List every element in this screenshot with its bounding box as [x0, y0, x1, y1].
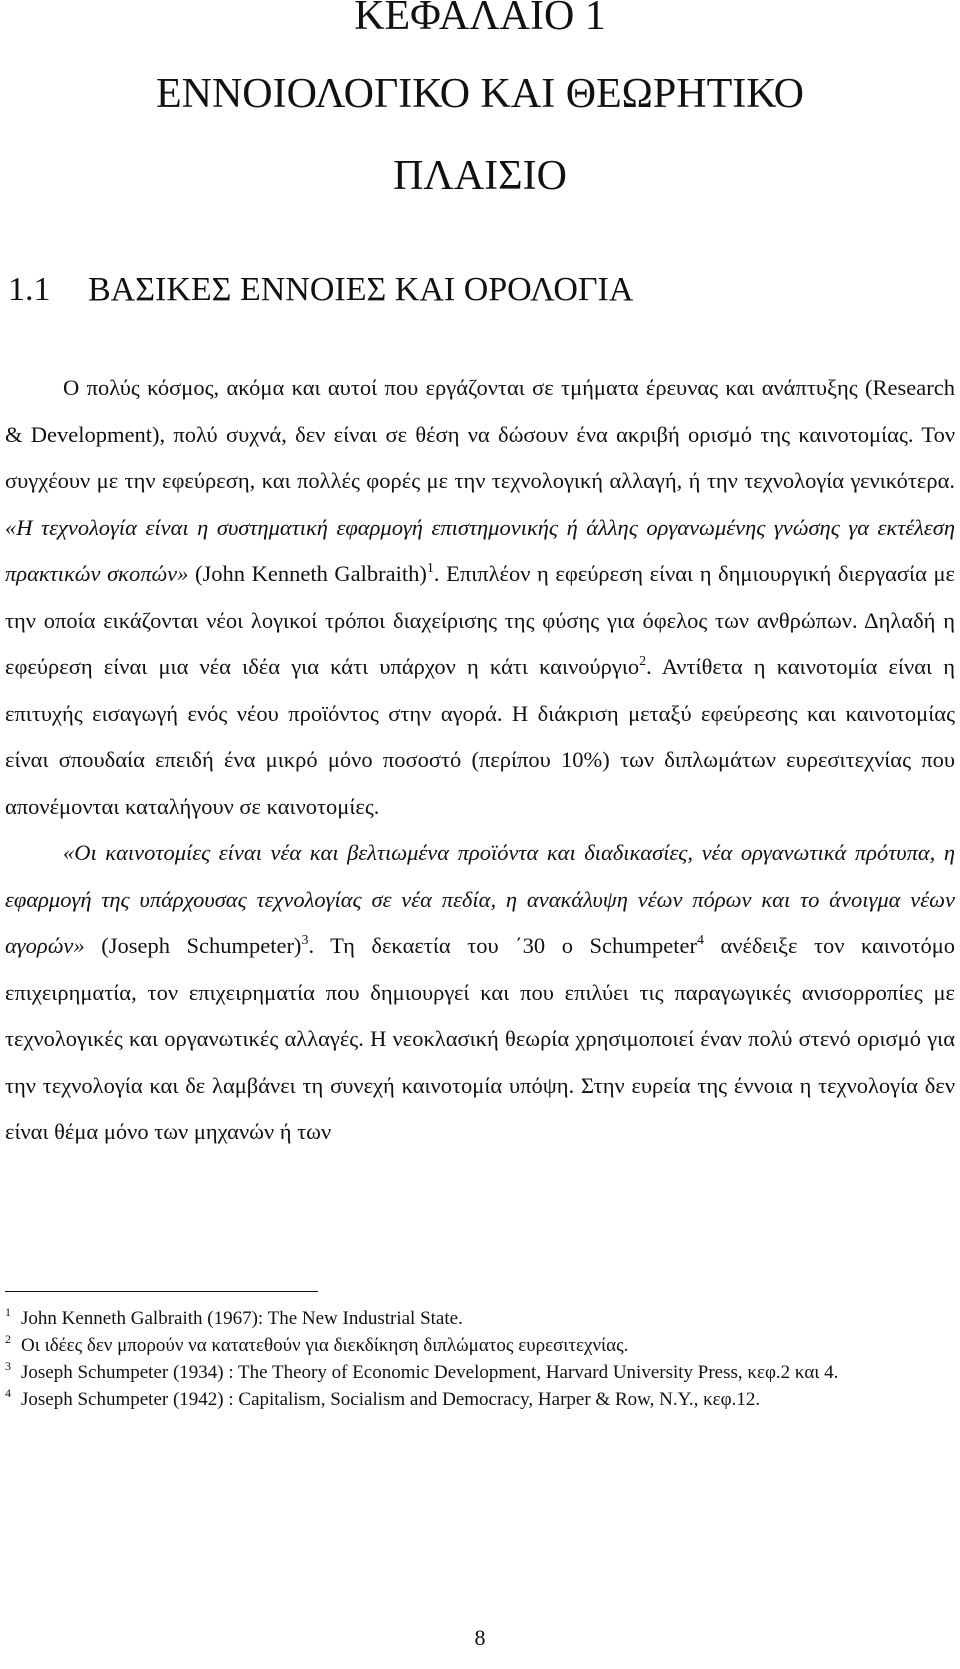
- footnote-3: [5, 1359, 955, 1386]
- footnotes: [5, 1305, 955, 1413]
- footnote-ref-3[interactable]: 3: [301, 933, 309, 948]
- footnote-marker: 2: [5, 1332, 11, 1346]
- footnote-marker: 4: [5, 1386, 11, 1400]
- section-heading: [8, 270, 633, 310]
- chapter-label: ΚΕΦΑΛΑΙΟ 1: [354, 0, 606, 39]
- footnote-ref-4[interactable]: 4: [696, 933, 704, 948]
- galbraith-quote: «Η τεχνολογία είναι η συστηματική εφαρμογή επιστημονικής ή άλλης οργανωμένης γνώσης γα εκτέλεση πρακτικών σκοπών»: [5, 514, 955, 586]
- schumpeter-quote: «Οι καινοτομίες είναι νέα και βελτιωμένα προϊόντα και διαδικασίες, νέα οργανωτικά πρότυπα, η εφαρμογή της υπάρχουσας τεχνολογίας σε νέα πεδία, η ανακάλυψη νέων πόρων και το άνοιγμα νέων αγορών»: [5, 840, 955, 958]
- footnote-marker: 1: [5, 1305, 11, 1319]
- footnote-text: John Kenneth Galbraith (1967): The New Industrial State.: [21, 1308, 463, 1329]
- chapter-title-line-2: ΠΛΑΙΣΙΟ: [393, 153, 567, 199]
- footnote-4: [5, 1386, 955, 1413]
- paragraph-1: [5, 365, 955, 830]
- footnote-text: Joseph Schumpeter (1934) : The Theory of Economic Development, Harvard University Press, κεφ.2 και 4.: [21, 1362, 839, 1383]
- footnote-ref-2[interactable]: 2: [639, 654, 647, 669]
- section-title: ΒΑΣΙΚΕΣ ΕΝΝΟΙΕΣ ΚΑΙ ΟΡΟΛΟΓΙΑ: [88, 271, 634, 308]
- paragraph-2-text: . Τη δεκαετία του ΄30 ο Schumpeter: [308, 933, 697, 958]
- paragraph-1-text: Ο πολύς κόσμος, ακόμα και αυτοί που εργάζονται σε τμήματα έρευνας και ανάπτυξης (Research & Development), πολύ συχνά, δεν είναι σε θέση να δώσουν ένα ακριβή ορισμό της καινοτομίας. Τον συγχέουν με την εφεύρεση, και πολλές φορές με την τεχνολογική αλλαγή, ή την τεχνολογία γενικότερα.: [5, 375, 955, 493]
- paragraph-2: [5, 830, 955, 1156]
- chapter-title-line-1: ΕΝΝΟΙΟΛΟΓΙΚΟ ΚΑΙ ΘΕΩΡΗΤΙΚΟ: [155, 71, 804, 117]
- footnote-separator: [5, 1291, 318, 1292]
- footnote-marker: 3: [5, 1359, 11, 1373]
- schumpeter-citation: (Joseph Schumpeter): [84, 933, 302, 958]
- paragraph-1-text-2: . Επιπλέον η εφεύρεση είναι η δημιουργική διεργασία με την οποία εικάζονται νέοι λογικοί τρόποι διαχείρισης της φύσης για όφελος των ανθρώπων. Δηλαδή η εφεύρεση είναι μια νέα ιδέα για κάτι υπάρχον η κάτι καινούργιο: [5, 561, 955, 679]
- galbraith-citation: (John Kenneth Galbraith): [188, 561, 427, 586]
- footnote-1: [5, 1305, 955, 1332]
- paragraph-2-text-2: ανέδειξε τον καινοτόμο επιχειρηματία, τον επιχειρηματία που δημιουργεί και που επιλύει τις παραγωγικές ανισορροπίες με τεχνολογικές και οργανωτικές αλλαγές. Η νεοκλασική θεωρία χρησιμοποιεί έναν πολύ στενό ορισμό για την τεχνολογία και δε λαμβάνει τη συνεχή καινοτομία υπόψη. Στην ευρεία της έννοια η τεχνολογία δεν είναι θέμα μόνο των μηχανών ή των: [5, 933, 956, 1144]
- footnote-2: [5, 1332, 955, 1359]
- footnote-ref-1[interactable]: 1: [426, 561, 434, 576]
- section-number: 1.1: [8, 271, 51, 308]
- footnote-text: Οι ιδέες δεν μπορούν να κατατεθούν για διεκδίκηση διπλώματος ευρεσιτεχνίας.: [21, 1335, 629, 1356]
- paragraph-1-text-3: . Αντίθετα η καινοτομία είναι η επιτυχής εισαγωγή ενός νέου προϊόντος στην αγορά. Η διάκριση μεταξύ εφεύρεσης και καινοτομίας είναι σπουδαία επειδή ένα μικρό μόνο ποσοστό (περίπου 10%) των διπλωμάτων ευρεσιτεχνίας που απονέμονται καταλήγουν σε καινοτομίες.: [5, 654, 955, 819]
- body-text: [5, 365, 955, 1156]
- page-number: 8: [474, 1625, 486, 1650]
- footnote-text: Joseph Schumpeter (1942) : Capitalism, Socialism and Democracy, Harper & Row, N.Y., κεφ.12.: [21, 1389, 761, 1410]
